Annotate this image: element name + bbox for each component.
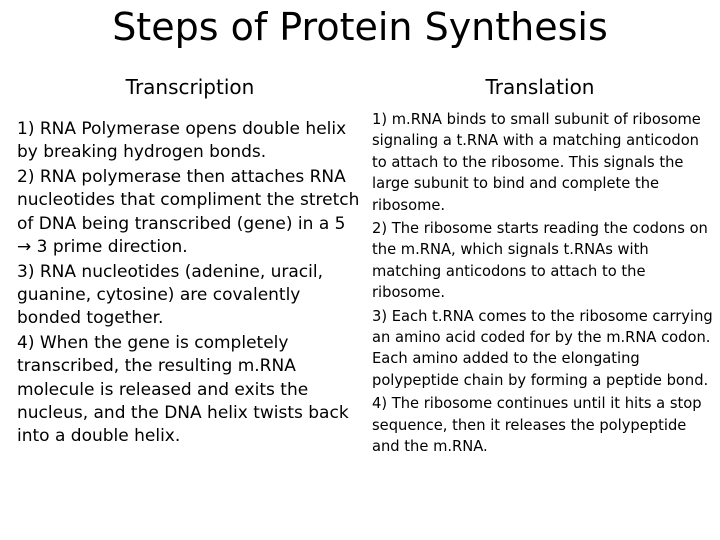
- translation-steps: [372, 109, 714, 458]
- transcription-heading: Transcription: [125, 75, 255, 99]
- transcription-step-4: 4) When the gene is completely transcribed, the resulting m.RNA molecule is released and exits the nucleus, and the DNA helix twists back into a double helix.: [17, 333, 349, 447]
- transcription-steps: [17, 118, 362, 449]
- transcription-step-3: 3) RNA nucleotides (adenine, uracil, guanine, cytosine) are covalently bonded together.: [17, 261, 324, 329]
- translation-heading: Translation: [485, 75, 595, 99]
- transcription-step-2: 2) RNA polymerase then attaches RNA nucleotides that compliment the stretch of DNA being transcribed (gene) in a 5 → 3 prime direction.: [17, 167, 360, 257]
- slide-title: Steps of Protein Synthesis: [112, 5, 608, 49]
- translation-step-2: 2) The ribosome starts reading the codons on the m.RNA, which signals t.RNAs with matching anticodons to attach to the ribosome.: [372, 220, 708, 302]
- translation-step-3: 3) Each t.RNA comes to the ribosome carrying an amino acid coded for by the m.RNA codon. Each amino added to the elongating polypeptide chain by forming a peptide bond.: [372, 307, 713, 389]
- translation-step-4: 4) The ribosome continues until it hits a stop sequence, then it releases the polypeptide and the m.RNA.: [372, 395, 702, 456]
- translation-step-1: 1) m.RNA binds to small subunit of ribosome signaling a t.RNA with a matching anticodon to attach to the ribosome. This signals the large subunit to bind and complete the ribosome.: [372, 111, 701, 214]
- transcription-step-1: 1) RNA Polymerase opens double helix by breaking hydrogen bonds.: [17, 119, 347, 163]
